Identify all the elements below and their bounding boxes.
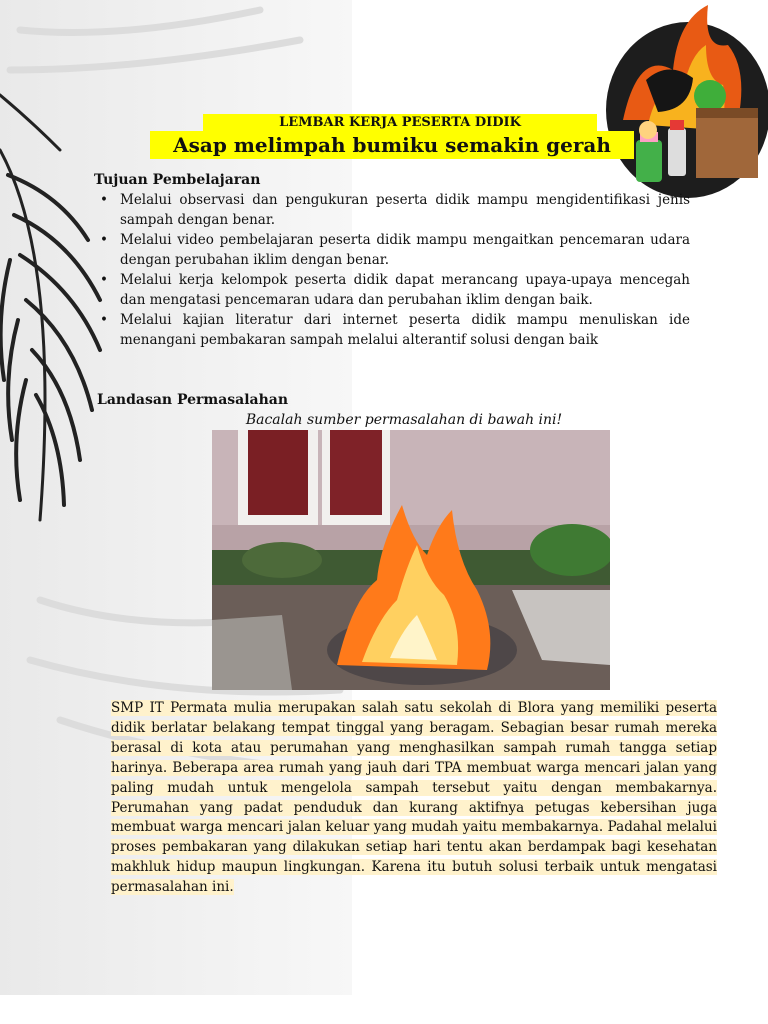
worksheet-title: Asap melimpah bumiku semakin gerah <box>150 131 634 159</box>
trash-burning-photo <box>212 430 610 690</box>
objective-text: Melalui kajian literatur dari internet peserta didik mampu menuliskan ide menangani pembakaran sampah melalui alterantif solusi dengan baik <box>120 312 690 348</box>
objective-item <box>96 310 690 350</box>
bullet-icon: • <box>100 192 108 208</box>
objective-item <box>96 270 690 310</box>
bullet-icon: • <box>100 272 108 288</box>
objective-text: Melalui video pembelajaran peserta didik mampu mengaitkan pencemaran udara dengan perubahan iklim dengan benar. <box>120 232 690 268</box>
bullet-icon: • <box>100 232 108 248</box>
objective-item <box>96 190 690 230</box>
problem-heading: Landasan Permasalahan <box>97 392 289 408</box>
bullet-icon: • <box>100 312 108 328</box>
objectives-list <box>96 190 690 350</box>
problem-instruction: Bacalah sumber permasalahan di bawah ini! <box>245 412 563 428</box>
objectives-heading: Tujuan Pembelajaran <box>94 172 261 188</box>
problem-paragraph-text: SMP IT Permata mulia merupakan salah satu sekolah di Blora yang memiliki peserta didik berlatar belakang tempat tinggal yang beragam. Sebagian besar rumah mereka berasal di kota atau perumahan yang menghasilkan sampah rumah tangga setiap harinya. Beberapa area rumah yang jauh dari TPA membuat warga mencari jalan yang paling mudah untuk mengelola sampah tersebut yaitu dengan membakarnya. Perumahan yang padat penduduk dan kurang aktifnya petugas kebersihan juga membuat warga mencari jalan keluar yang mudah yaitu membakarnya. Padahal melalui proses pembakaran yang dilakukan setiap hari tentu akan berdampak bagi kesehatan makhluk hidup maupun lingkungan. Karena itu butuh solusi terbaik untuk mengatasi permasalahan ini. <box>111 700 717 896</box>
worksheet-subtitle: LEMBAR KERJA PESERTA DIDIK <box>203 114 597 132</box>
objective-item <box>96 230 690 270</box>
objective-text: Melalui kerja kelompok peserta didik dapat merancang upaya-upaya mencegah dan mengatasi pencemaran udara dan perubahan iklim dengan baik. <box>120 272 690 308</box>
burning-trash-illustration <box>578 0 768 200</box>
objective-text: Melalui observasi dan pengukuran peserta didik mampu mengidentifikasi jenis sampah dengan benar. <box>120 192 690 228</box>
problem-paragraph <box>111 699 717 898</box>
